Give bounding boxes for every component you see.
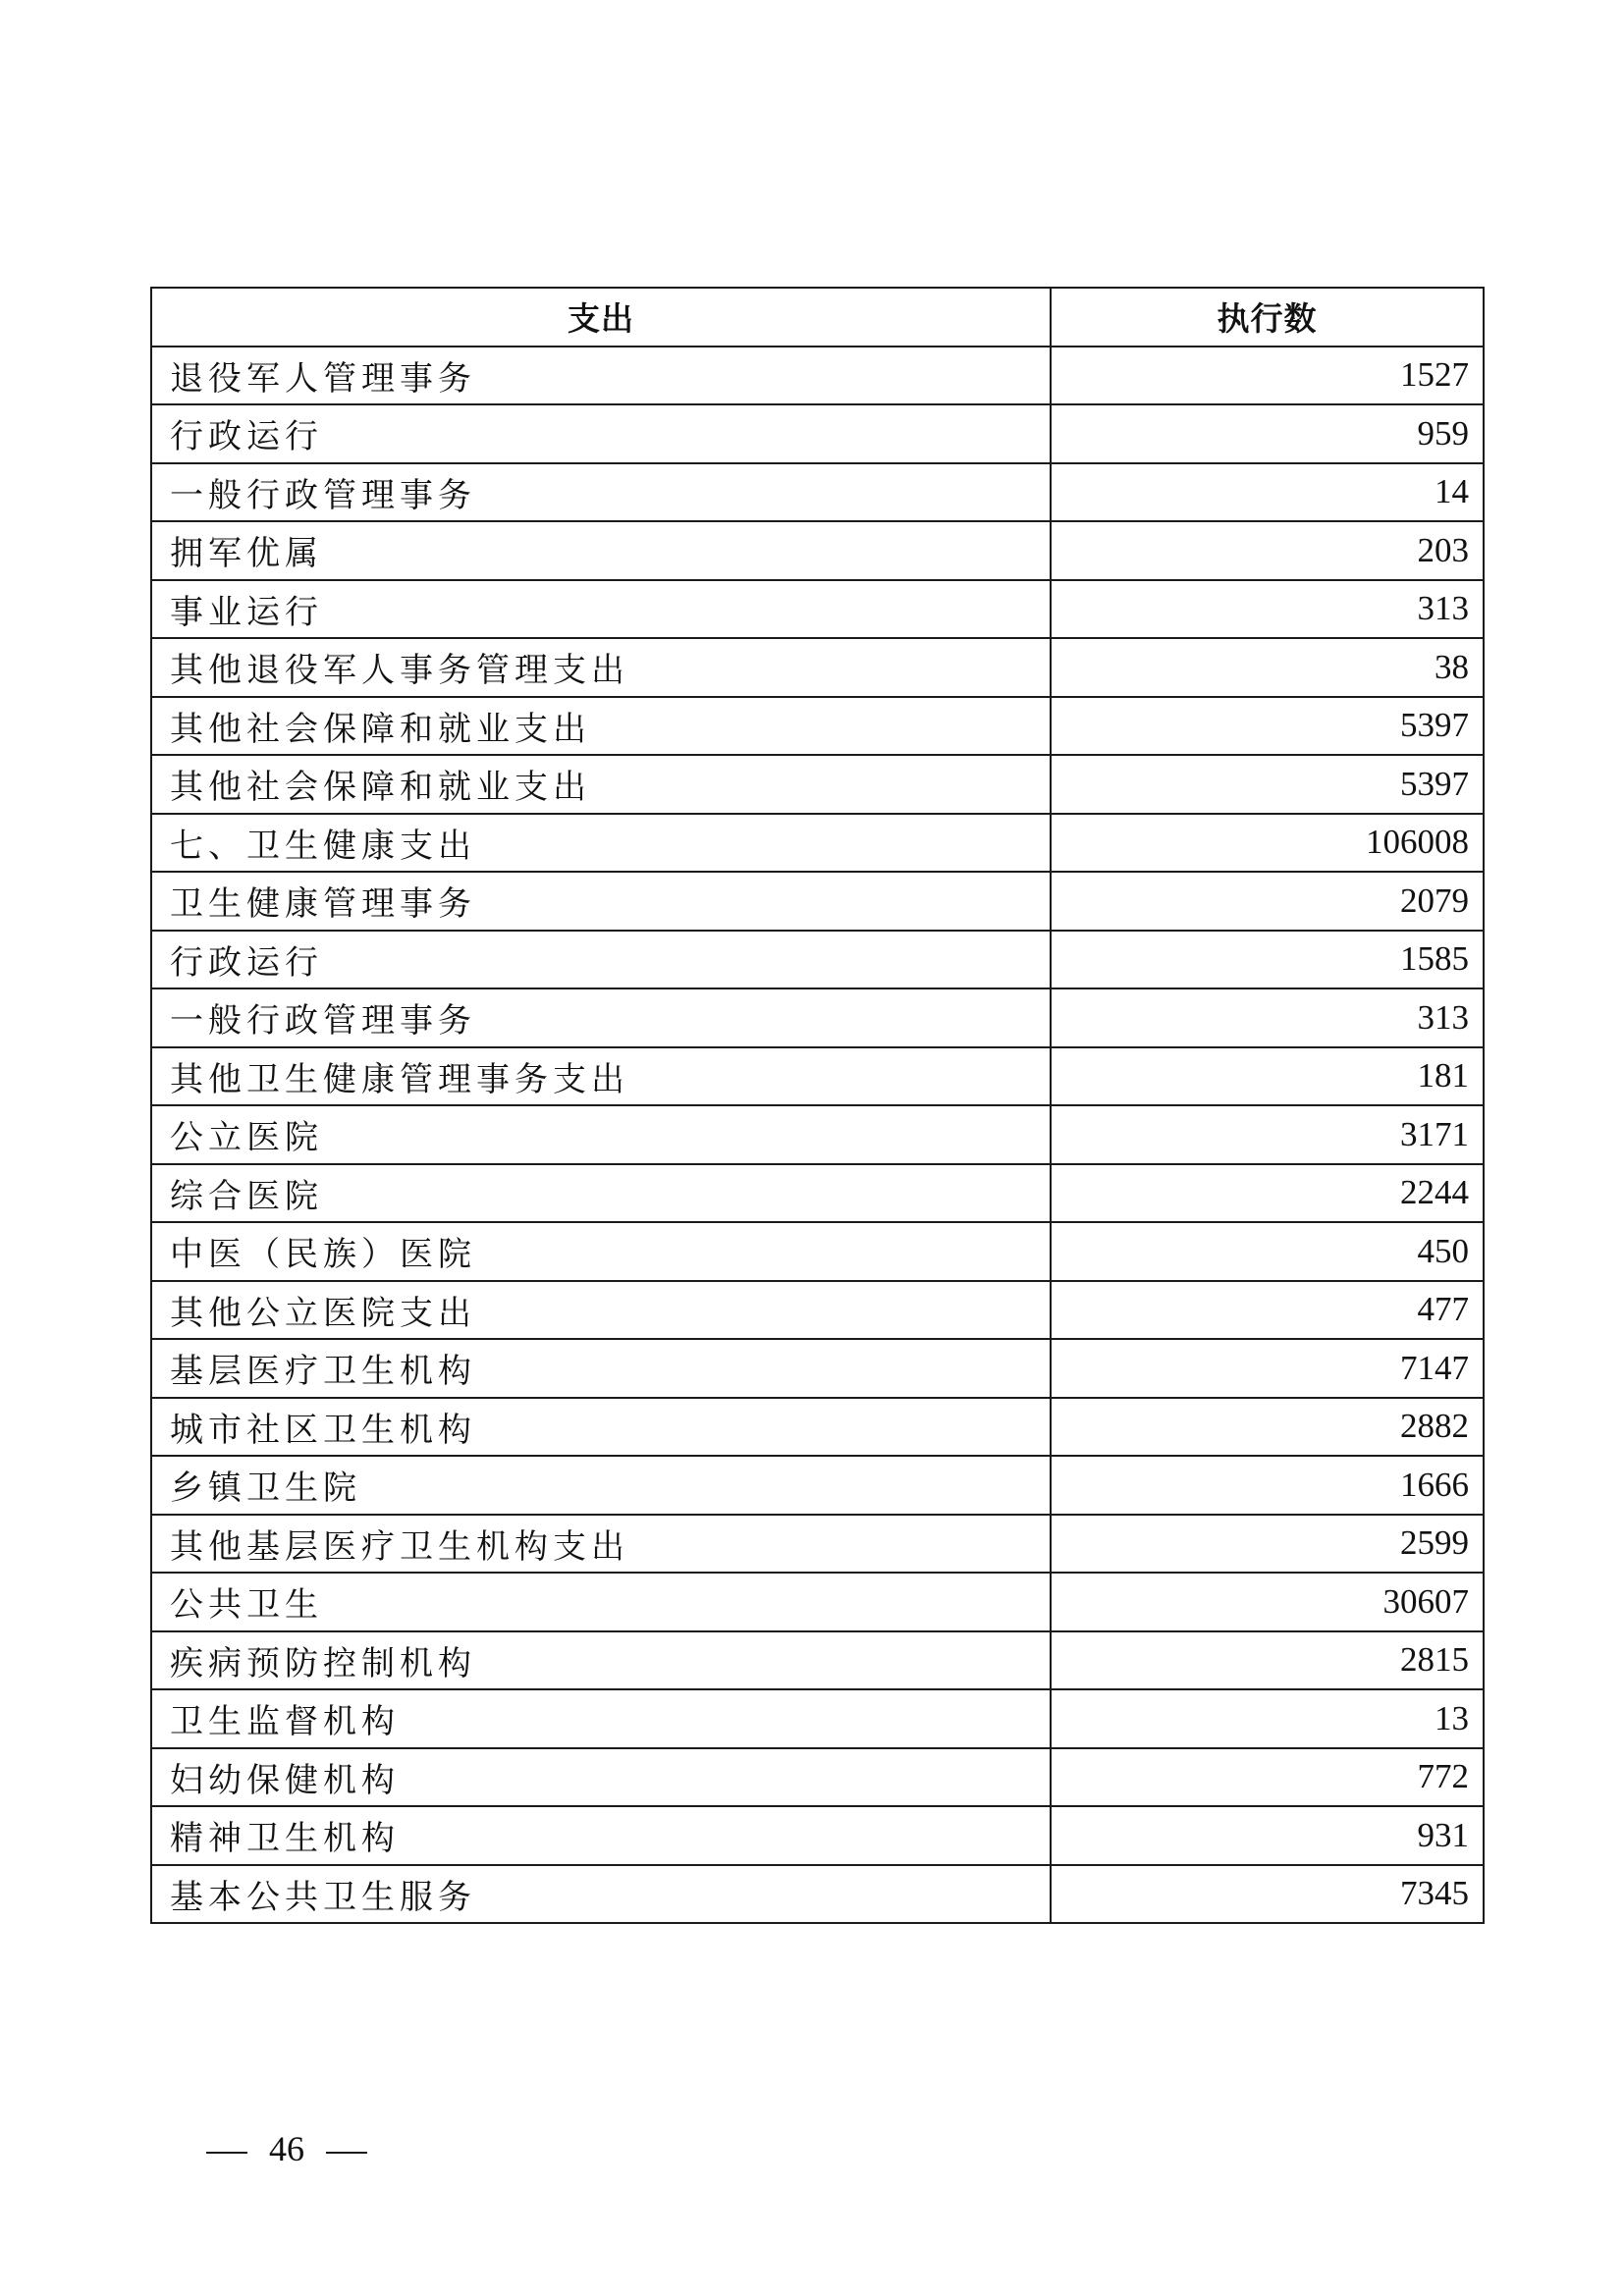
table-row xyxy=(151,1164,1484,1223)
table-row xyxy=(151,1748,1484,1807)
row-item-name: 其他社会保障和就业支出 xyxy=(151,755,1051,814)
row-item-value: 313 xyxy=(1051,988,1484,1047)
row-item-name: 七、卫生健康支出 xyxy=(151,814,1051,873)
row-item-value: 3171 xyxy=(1051,1105,1484,1164)
row-item-value: 38 xyxy=(1051,638,1484,697)
table-row xyxy=(151,1515,1484,1574)
table-row xyxy=(151,1398,1484,1457)
header-executed-amount: 执行数 xyxy=(1051,288,1484,347)
table-row xyxy=(151,1456,1484,1515)
table-row xyxy=(151,1047,1484,1106)
footer-dash-right xyxy=(326,2152,367,2154)
row-item-name: 拥军优属 xyxy=(151,521,1051,580)
table-row xyxy=(151,931,1484,989)
row-item-name: 疾病预防控制机构 xyxy=(151,1631,1051,1690)
row-item-value: 450 xyxy=(1051,1222,1484,1281)
row-item-value: 2599 xyxy=(1051,1515,1484,1574)
table-row xyxy=(151,814,1484,873)
table-row xyxy=(151,404,1484,463)
row-item-name: 一般行政管理事务 xyxy=(151,463,1051,522)
row-item-value: 2079 xyxy=(1051,872,1484,931)
table-row xyxy=(151,1573,1484,1631)
row-item-name: 其他基层医疗卫生机构支出 xyxy=(151,1515,1051,1574)
table-row xyxy=(151,1105,1484,1164)
row-item-name: 综合医院 xyxy=(151,1164,1051,1223)
footer-dash-left xyxy=(206,2152,247,2154)
row-item-name: 公立医院 xyxy=(151,1105,1051,1164)
table-row xyxy=(151,697,1484,756)
row-item-name: 退役军人管理事务 xyxy=(151,347,1051,405)
row-item-value: 13 xyxy=(1051,1689,1484,1748)
row-item-name: 妇幼保健机构 xyxy=(151,1748,1051,1807)
table-row xyxy=(151,1281,1484,1340)
row-item-name: 基本公共卫生服务 xyxy=(151,1865,1051,1924)
row-item-name: 其他卫生健康管理事务支出 xyxy=(151,1047,1051,1106)
row-item-value: 2244 xyxy=(1051,1164,1484,1223)
table-row xyxy=(151,463,1484,522)
table-body xyxy=(151,347,1484,1924)
row-item-name: 其他社会保障和就业支出 xyxy=(151,697,1051,756)
table-row xyxy=(151,1689,1484,1748)
row-item-name: 公共卫生 xyxy=(151,1573,1051,1631)
table-row xyxy=(151,1222,1484,1281)
table-row xyxy=(151,755,1484,814)
page-footer xyxy=(206,2128,367,2169)
row-item-name: 行政运行 xyxy=(151,404,1051,463)
row-item-value: 5397 xyxy=(1051,755,1484,814)
table-row xyxy=(151,347,1484,405)
row-item-value: 313 xyxy=(1051,580,1484,639)
table-row xyxy=(151,872,1484,931)
row-item-value: 1585 xyxy=(1051,931,1484,989)
row-item-value: 772 xyxy=(1051,1748,1484,1807)
row-item-value: 477 xyxy=(1051,1281,1484,1340)
row-item-value: 2882 xyxy=(1051,1398,1484,1457)
row-item-value: 106008 xyxy=(1051,814,1484,873)
row-item-value: 2815 xyxy=(1051,1631,1484,1690)
table-row xyxy=(151,1865,1484,1924)
row-item-value: 1666 xyxy=(1051,1456,1484,1515)
row-item-name: 行政运行 xyxy=(151,931,1051,989)
row-item-value: 14 xyxy=(1051,463,1484,522)
row-item-name: 精神卫生机构 xyxy=(151,1806,1051,1865)
row-item-value: 1527 xyxy=(1051,347,1484,405)
row-item-value: 959 xyxy=(1051,404,1484,463)
row-item-name: 其他公立医院支出 xyxy=(151,1281,1051,1340)
row-item-name: 其他退役军人事务管理支出 xyxy=(151,638,1051,697)
row-item-name: 基层医疗卫生机构 xyxy=(151,1339,1051,1398)
table-row xyxy=(151,638,1484,697)
row-item-value: 181 xyxy=(1051,1047,1484,1106)
row-item-name: 卫生监督机构 xyxy=(151,1689,1051,1748)
row-item-name: 城市社区卫生机构 xyxy=(151,1398,1051,1457)
table-row xyxy=(151,1806,1484,1865)
row-item-name: 卫生健康管理事务 xyxy=(151,872,1051,931)
table-row xyxy=(151,988,1484,1047)
row-item-value: 203 xyxy=(1051,521,1484,580)
table-row xyxy=(151,580,1484,639)
row-item-name: 中医（民族）医院 xyxy=(151,1222,1051,1281)
row-item-name: 事业运行 xyxy=(151,580,1051,639)
row-item-value: 5397 xyxy=(1051,697,1484,756)
table-header-row xyxy=(151,288,1484,347)
row-item-value: 7345 xyxy=(1051,1865,1484,1924)
row-item-value: 931 xyxy=(1051,1806,1484,1865)
row-item-name: 乡镇卫生院 xyxy=(151,1456,1051,1515)
table-row xyxy=(151,1631,1484,1690)
expenditure-table xyxy=(150,287,1485,1924)
header-expenditure: 支出 xyxy=(151,288,1051,347)
page-number: 46 xyxy=(269,2129,304,2168)
table-row xyxy=(151,1339,1484,1398)
row-item-value: 7147 xyxy=(1051,1339,1484,1398)
row-item-value: 30607 xyxy=(1051,1573,1484,1631)
row-item-name: 一般行政管理事务 xyxy=(151,988,1051,1047)
table-row xyxy=(151,521,1484,580)
